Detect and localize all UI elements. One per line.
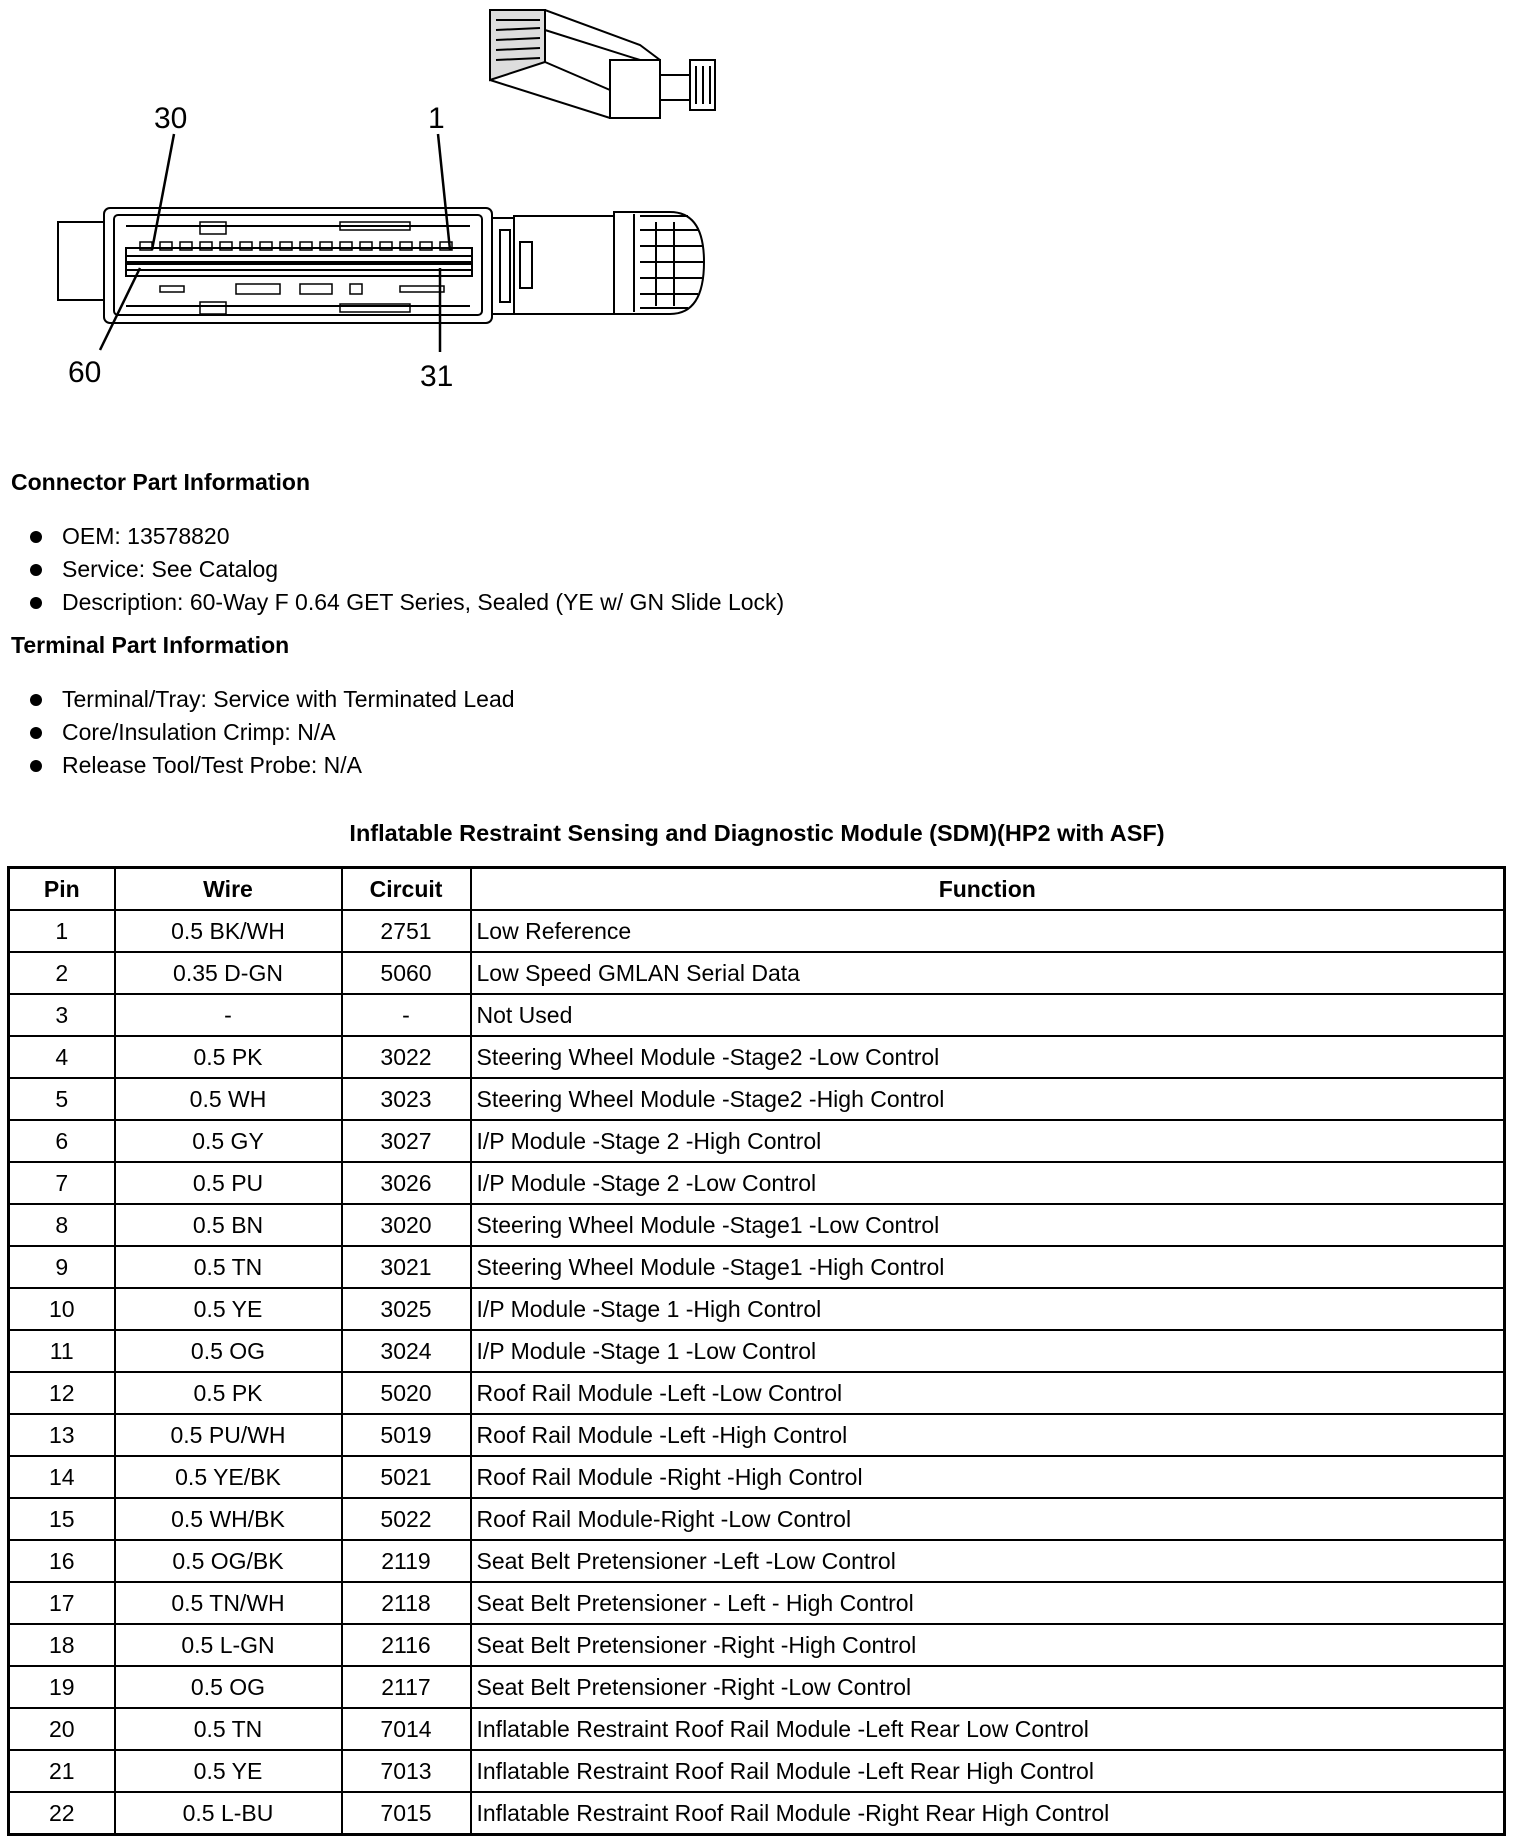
circuit-cell: 3025 (342, 1288, 471, 1330)
circuit-cell: 2116 (342, 1624, 471, 1666)
pin-cell: 12 (9, 1372, 115, 1414)
pin-cell: 3 (9, 994, 115, 1036)
connector-face-illustration (58, 208, 704, 323)
wire-cell: 0.5 TN (115, 1246, 342, 1288)
table-row (9, 1624, 1505, 1666)
function-cell: Inflatable Restraint Roof Rail Module -Right Rear High Control (471, 1792, 1505, 1835)
circuit-cell: 5022 (342, 1498, 471, 1540)
circuit-cell: 7013 (342, 1750, 471, 1792)
wire-cell: 0.5 L-BU (115, 1792, 342, 1835)
table-row (9, 1792, 1505, 1835)
function-cell: Inflatable Restraint Roof Rail Module -Left Rear Low Control (471, 1708, 1505, 1750)
circuit-cell: 3023 (342, 1078, 471, 1120)
wire-cell: 0.5 PK (115, 1036, 342, 1078)
wire-cell: 0.5 L-GN (115, 1624, 342, 1666)
circuit-cell: 5060 (342, 952, 471, 994)
connector-isometric-illustration (490, 10, 715, 118)
table-row (9, 994, 1505, 1036)
function-cell: Seat Belt Pretensioner - Left - High Control (471, 1582, 1505, 1624)
function-cell: I/P Module -Stage 2 -High Control (471, 1120, 1505, 1162)
connector-info-heading: Connector Part Information (11, 469, 311, 495)
function-cell: Steering Wheel Module -Stage1 -Low Control (471, 1204, 1505, 1246)
header-pin: Pin (9, 868, 115, 911)
function-cell: Roof Rail Module -Left -High Control (471, 1414, 1505, 1456)
function-cell: Roof Rail Module -Left -Low Control (471, 1372, 1505, 1414)
pin-cell: 20 (9, 1708, 115, 1750)
table-row (9, 1708, 1505, 1750)
terminal-info-crimp: Core/Insulation Crimp: N/A (26, 716, 515, 749)
pin-cell: 2 (9, 952, 115, 994)
wire-cell: - (115, 994, 342, 1036)
table-row (9, 1372, 1505, 1414)
table-row (9, 1204, 1505, 1246)
pin-cell: 18 (9, 1624, 115, 1666)
circuit-cell: 7014 (342, 1708, 471, 1750)
circuit-cell: 2751 (342, 910, 471, 952)
pin-cell: 14 (9, 1456, 115, 1498)
pin-cell: 21 (9, 1750, 115, 1792)
pin-cell: 6 (9, 1120, 115, 1162)
wire-cell: 0.5 GY (115, 1120, 342, 1162)
circuit-cell: 2118 (342, 1582, 471, 1624)
circuit-cell: 3027 (342, 1120, 471, 1162)
function-cell: Roof Rail Module -Right -High Control (471, 1456, 1505, 1498)
wire-cell: 0.5 OG/BK (115, 1540, 342, 1582)
terminal-info-list (26, 683, 515, 782)
table-row (9, 1666, 1505, 1708)
pin-cell: 16 (9, 1540, 115, 1582)
connector-info-description: Description: 60-Way F 0.64 GET Series, Sealed (YE w/ GN Slide Lock) (26, 586, 784, 619)
function-cell: Seat Belt Pretensioner -Left -Low Control (471, 1540, 1505, 1582)
pin-cell: 4 (9, 1036, 115, 1078)
table-row (9, 1456, 1505, 1498)
function-cell: Low Reference (471, 910, 1505, 952)
pin-cell: 19 (9, 1666, 115, 1708)
terminal-info-heading: Terminal Part Information (11, 632, 290, 658)
wire-cell: 0.5 TN (115, 1708, 342, 1750)
header-wire: Wire (115, 868, 342, 911)
circuit-cell: 2119 (342, 1540, 471, 1582)
connector-info-oem: OEM: 13578820 (26, 520, 784, 553)
table-row (9, 1246, 1505, 1288)
terminal-info-release-tool: Release Tool/Test Probe: N/A (26, 749, 515, 782)
wire-cell: 0.5 PU/WH (115, 1414, 342, 1456)
pin-cell: 7 (9, 1162, 115, 1204)
function-cell: Steering Wheel Module -Stage2 -High Control (471, 1078, 1505, 1120)
table-row (9, 1582, 1505, 1624)
circuit-cell: - (342, 994, 471, 1036)
wire-cell: 0.5 BK/WH (115, 910, 342, 952)
table-row (9, 1540, 1505, 1582)
circuit-cell: 5021 (342, 1456, 471, 1498)
pinout-table (7, 866, 1506, 1836)
wire-cell: 0.5 BN (115, 1204, 342, 1246)
pin-label-60: 60 (68, 356, 102, 389)
function-cell: Low Speed GMLAN Serial Data (471, 952, 1505, 994)
pin-cell: 11 (9, 1330, 115, 1372)
circuit-cell: 5019 (342, 1414, 471, 1456)
wire-cell: 0.5 WH (115, 1078, 342, 1120)
function-cell: Steering Wheel Module -Stage2 -Low Control (471, 1036, 1505, 1078)
pin-cell: 22 (9, 1792, 115, 1835)
circuit-cell: 3022 (342, 1036, 471, 1078)
table-row (9, 1750, 1505, 1792)
table-row (9, 1414, 1505, 1456)
function-cell: Inflatable Restraint Roof Rail Module -Left Rear High Control (471, 1750, 1505, 1792)
function-cell: Seat Belt Pretensioner -Right -Low Control (471, 1666, 1505, 1708)
table-row (9, 1288, 1505, 1330)
header-circuit: Circuit (342, 868, 471, 911)
terminal-info-tray: Terminal/Tray: Service with Terminated Lead (26, 683, 515, 716)
pin-label-31: 31 (420, 360, 454, 393)
pin-cell: 17 (9, 1582, 115, 1624)
pin-cell: 8 (9, 1204, 115, 1246)
circuit-cell: 3024 (342, 1330, 471, 1372)
table-row (9, 1162, 1505, 1204)
function-cell: I/P Module -Stage 1 -Low Control (471, 1330, 1505, 1372)
connector-info-service: Service: See Catalog (26, 553, 784, 586)
circuit-cell: 3021 (342, 1246, 471, 1288)
function-cell: Roof Rail Module-Right -Low Control (471, 1498, 1505, 1540)
wire-cell: 0.35 D-GN (115, 952, 342, 994)
table-row (9, 1036, 1505, 1078)
wire-cell: 0.5 TN/WH (115, 1582, 342, 1624)
circuit-cell: 7015 (342, 1792, 471, 1835)
pin-cell: 1 (9, 910, 115, 952)
connector-diagram (0, 0, 760, 420)
pin-cell: 10 (9, 1288, 115, 1330)
wire-cell: 0.5 PU (115, 1162, 342, 1204)
wire-cell: 0.5 OG (115, 1330, 342, 1372)
circuit-cell: 3020 (342, 1204, 471, 1246)
circuit-cell: 2117 (342, 1666, 471, 1708)
connector-info-list (26, 520, 784, 619)
function-cell: Seat Belt Pretensioner -Right -High Control (471, 1624, 1505, 1666)
wire-cell: 0.5 OG (115, 1666, 342, 1708)
table-row (9, 1120, 1505, 1162)
pin-cell: 15 (9, 1498, 115, 1540)
header-function: Function (471, 868, 1505, 911)
function-cell: Steering Wheel Module -Stage1 -High Control (471, 1246, 1505, 1288)
function-cell: I/P Module -Stage 1 -High Control (471, 1288, 1505, 1330)
circuit-cell: 5020 (342, 1372, 471, 1414)
function-cell: Not Used (471, 994, 1505, 1036)
wire-cell: 0.5 YE/BK (115, 1456, 342, 1498)
wire-cell: 0.5 YE (115, 1750, 342, 1792)
pin-label-1: 1 (428, 102, 445, 135)
pin-cell: 5 (9, 1078, 115, 1120)
pin-label-30: 30 (154, 102, 188, 135)
table-title: Inflatable Restraint Sensing and Diagnostic Module (SDM)(HP2 with ASF) (349, 820, 1165, 846)
table-row (9, 1078, 1505, 1120)
wire-cell: 0.5 YE (115, 1288, 342, 1330)
pin-cell: 9 (9, 1246, 115, 1288)
table-header-row (9, 868, 1505, 911)
function-cell: I/P Module -Stage 2 -Low Control (471, 1162, 1505, 1204)
table-row (9, 1330, 1505, 1372)
wire-cell: 0.5 WH/BK (115, 1498, 342, 1540)
table-row (9, 1498, 1505, 1540)
pin-cell: 13 (9, 1414, 115, 1456)
table-row (9, 910, 1505, 952)
circuit-cell: 3026 (342, 1162, 471, 1204)
table-row (9, 952, 1505, 994)
wire-cell: 0.5 PK (115, 1372, 342, 1414)
